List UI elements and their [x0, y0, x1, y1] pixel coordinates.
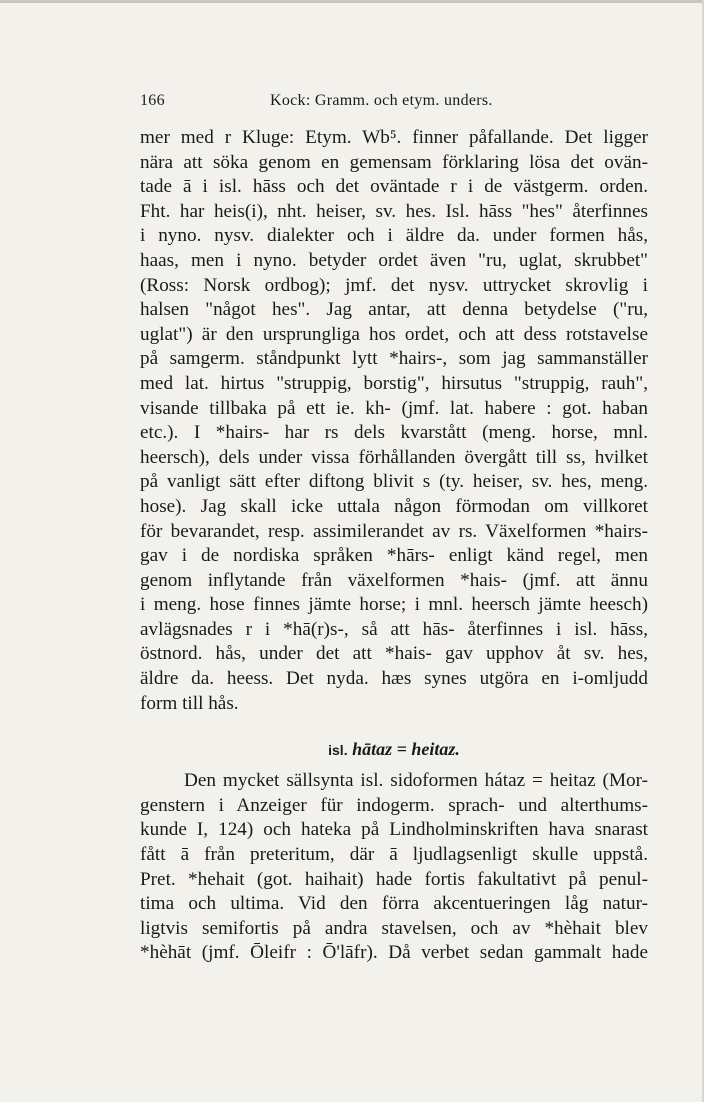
book-page [140, 92, 648, 966]
text-line: mer med r Kluge: Etym. Wb⁵. finner påfallande. Det ligger [140, 127, 648, 148]
text-line: kunde I, 124) och hateka på Lindholminskriften hava snarast [140, 819, 648, 841]
text-line: nära att söka genom en gemensam förklaring lösa det ovän- [140, 151, 648, 173]
text-line: *hèhāt (jmf. Ōleifr : Ō'lāfr). Då verbet sedan gammalt hade [140, 942, 648, 964]
text-line: Den mycket sällsynta isl. sidoformen hátaz = heitaz (Mor- [184, 770, 648, 792]
paragraph-2 [140, 769, 648, 966]
text-line: med lat. hirtus "struppig, borstig", hirsutus "struppig, rauh", [140, 372, 648, 394]
text-line: tima och ultima. Vid den förra akcentueringen låg natur- [140, 893, 648, 915]
text-line: avlägsnades r i *hā(r)s-, så att hās- återfinnes i isl. hāss, [140, 618, 648, 640]
text-line: hose). Jag skall icke uttala någon förmodan om villkoret [140, 495, 648, 517]
text-line: Fht. har heis(i), nht. heiser, sv. hes. Isl. hāss "hes" återfinnes [140, 200, 648, 222]
running-header [140, 92, 648, 114]
text-line: form till hås. [140, 692, 239, 714]
text-line: Pret. *hehait (got. haihait) hade fortis fakultativt på penul- [140, 868, 648, 890]
text-line: (Ross: Norsk ordbog); jmf. det nysv. uttrycket skrovlig i [140, 274, 648, 296]
text-line: genom inflytande från växelformen *hais- (jmf. att ännu [140, 569, 648, 591]
page-number: 166 [140, 92, 165, 109]
text-line: haas, men i nyno. betyder ordet även "ru, uglat, skrubbet" [140, 249, 648, 271]
heading-prefix: isl. [328, 742, 348, 759]
text-line: visande tillbaka på ett ie. kh- (jmf. lat. habere : got. haban [140, 397, 648, 419]
text-line: för bevarandet, resp. assimilerandet av rs. Växelformen *hairs- [140, 520, 648, 542]
text-line: heersch), dels under vissa förhållanden övergått till ss, hvilket [140, 446, 648, 468]
text-line: i meng. hose finnes jämte horse; i mnl. heersch jämte heesch) [140, 594, 648, 616]
text-line: uglat") är den ursprungliga hos ordet, och att dess rotstavelse [140, 323, 648, 345]
running-title: Kock: Gramm. och etym. unders. [270, 92, 493, 109]
paragraph-1 [140, 126, 648, 716]
text-line: genstern i Anzeiger für indogerm. sprach- und alterthums- [140, 794, 648, 816]
text-line: halsen "något hes". Jag antar, att denna betydelse ("ru, [140, 299, 648, 321]
text-line: på samgerm. ståndpunkt lytt *hairs-, som jag sammanställer [140, 348, 648, 370]
text-line: tade ā i isl. hāss och det oväntade r i de västgerm. orden. [140, 176, 648, 198]
text-line: på vanligt sätt efter diftong blivit s (ty. heiser, sv. hes, meng. [140, 471, 648, 493]
text-line: äldre da. heess. Det nyda. hæs synes utgöra en i-omljudd [140, 668, 648, 690]
text-line: fått ā från preteritum, där ā ljudlagsenligt skulle uppstå. [140, 844, 648, 866]
section-heading [140, 736, 648, 763]
text-line: ligtvis semifortis på andra stavelsen, och av *hèhait blev [140, 917, 648, 939]
text-line: östnord. hås, under det att *hais- gav upphov åt sv. hes, [140, 643, 648, 665]
scan-top-edge [0, 0, 704, 3]
text-line: i nyno. nysv. dialekter och i äldre da. under formen hås, [140, 225, 648, 247]
text-line: gav i de nordiska språken *hārs- enligt känd regel, men [140, 545, 648, 567]
heading-term: hātaz = heitaz. [352, 739, 460, 760]
text-line: etc.). I *hairs- har rs dels kvarstått (meng. horse, mnl. [140, 422, 648, 444]
